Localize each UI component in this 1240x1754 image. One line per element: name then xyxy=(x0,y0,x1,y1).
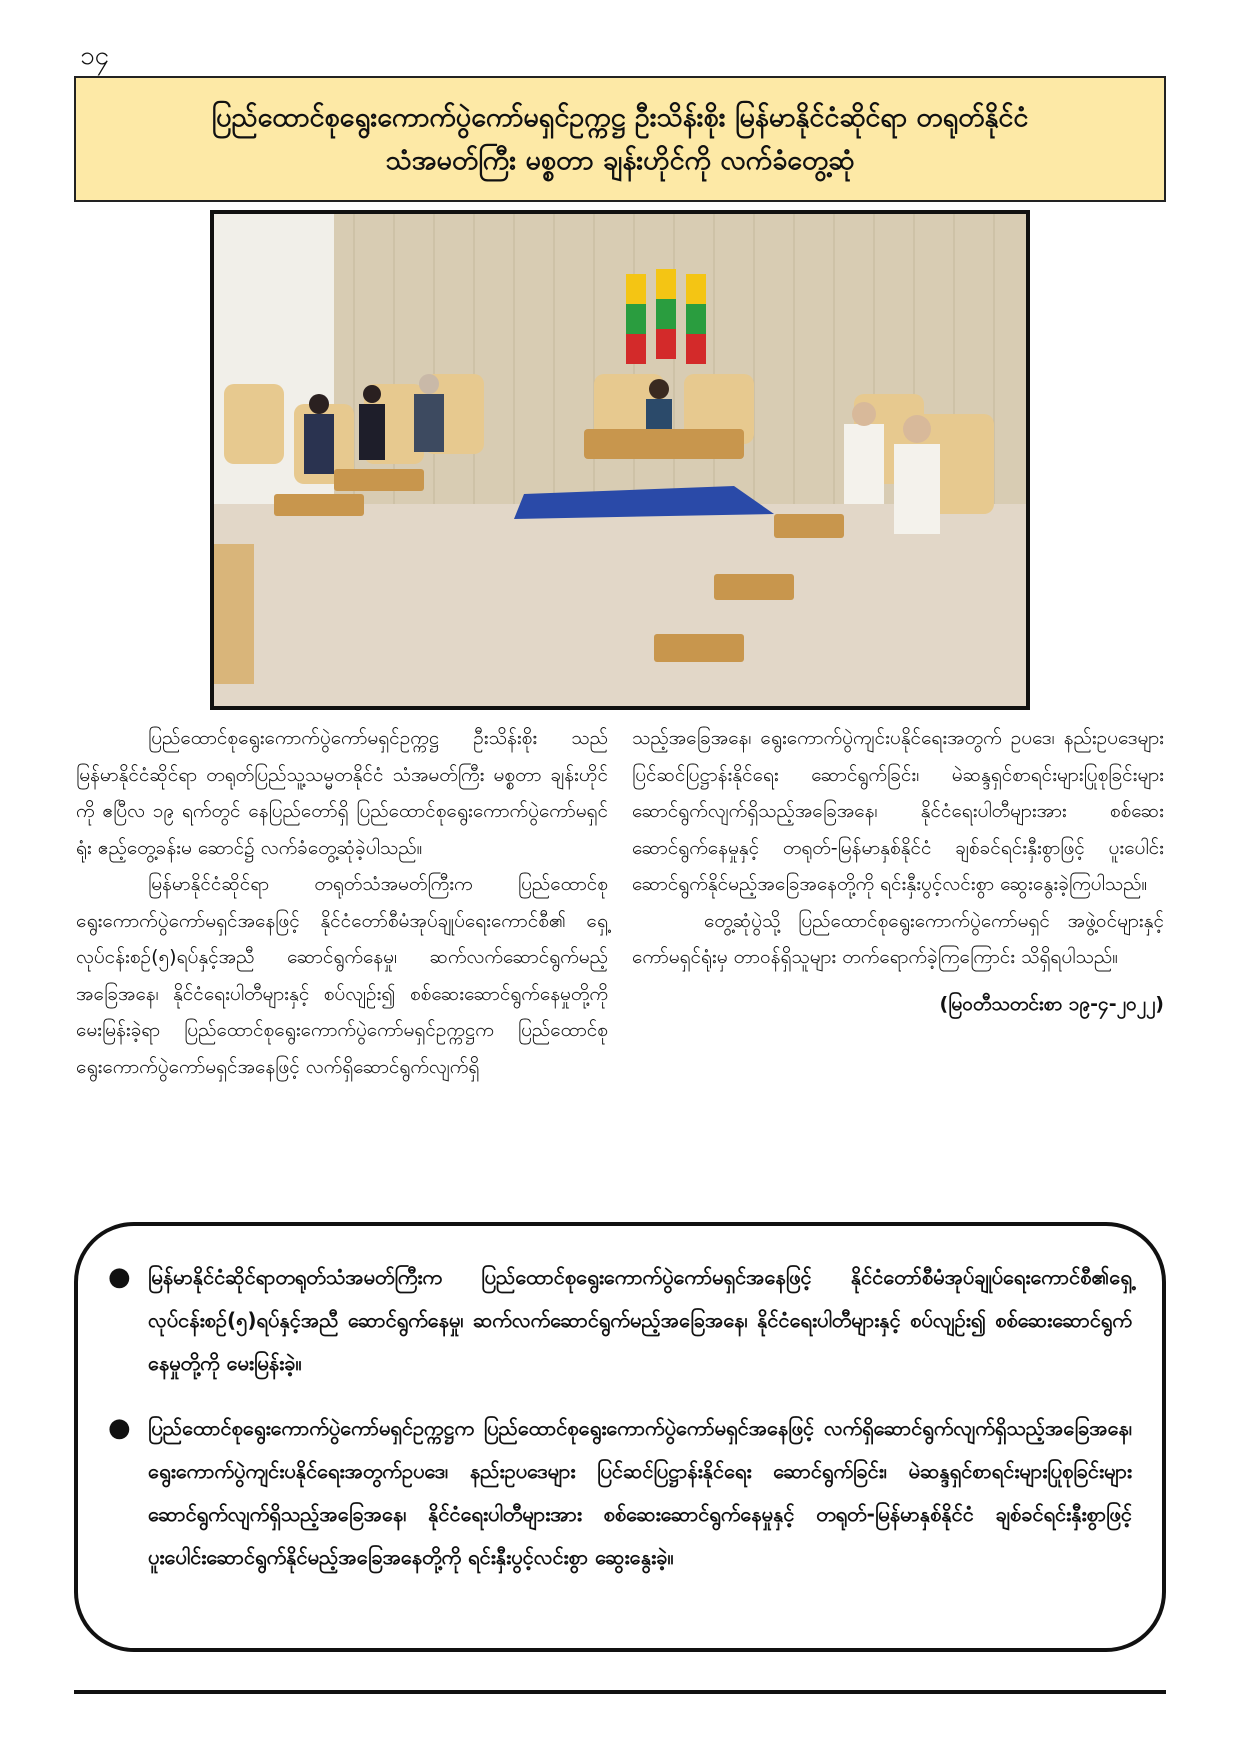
floor xyxy=(214,504,1026,706)
bullet-icon: ● xyxy=(108,1413,131,1443)
news-photo xyxy=(210,210,1030,710)
page-number: ၁၄ xyxy=(80,41,110,71)
summary-bullet xyxy=(108,1407,1132,1579)
bullet-icon: ● xyxy=(108,1262,131,1292)
article-paragraph: မြန်မာနိုင်ငံဆိုင်ရာ တရုတ်သံအမတ်ကြီးက ပြည်ထောင်စုရွေးကောက်ပွဲကော်မရှင်အနေဖြင့် နိုင်ငံတော်စီမံအုပ်ချုပ်ရေးကောင်စီ၏ ရှေ့လုပ်ငန်းစဉ်(၅)ရပ်နှင့်အညီ ဆောင်ရွက်နေမှု၊ ဆက်လက်ဆောင်ရွက်မည့်အခြေအနေ၊ နိုင်ငံရေးပါတီများနှင့် စပ်လျဉ်း၍ စစ်ဆေးဆောင်ရွက်နေမှုတို့ကို မေးမြန်းခဲ့ရာ ပြည်ထောင်စုရွေးကောက်ပွဲကော်မရှင်ဥက္ကဋ္ဌက ပြည်ထောင်စုရွေးကောက်ပွဲကော်မရှင်အနေဖြင့် လက်ရှိဆောင်ရွက်လျက်ရှိ xyxy=(76,873,608,1078)
headline-line-1: ပြည်ထောင်စုရွေးကောက်ပွဲကော်မရှင်ဥက္ကဋ္ဌ ဦးသိန်းစိုး မြန်မာနိုင်ငံဆိုင်ရာ တရုတ်နိုင်ငံ xyxy=(211,101,1029,133)
summary-bullet-text: ပြည်ထောင်စုရွေးကောက်ပွဲကော်မရှင်ဥက္ကဋ္ဌက ပြည်ထောင်စုရွေးကောက်ပွဲကော်မရှင်အနေဖြင့် လက်ရှိဆောင်ရွက်လျက်ရှိသည့်အခြေအနေ၊ ရွေးကောက်ပွဲကျင်းပနိုင်ရေးအတွက်ဥပဒေ၊ နည်းဥပဒေများ ပြင်ဆင်ပြဋ္ဌာန်းနိုင်ရေး ဆောင်ရွက်ခြင်း၊ မဲဆန္ဒရှင်စာရင်းများပြုစုခြင်းများ ဆောင်ရွက်လျက်ရှိသည့်အခြေအနေ၊ နိုင်ငံရေးပါတီများအား စစ်ဆေးဆောင်ရွက်နေမှုနှင့် တရုတ်-မြန်မာနှစ်နိုင်ငံ ချစ်ခင်ရင်းနှီးစွာဖြင့် ပူးပေါင်းဆောင်ရွက်နိုင်မည့်အခြေအနေတို့ကို ရင်းနှီးပွင့်လင်းစွာ ဆွေးနွေးခဲ့။ xyxy=(148,1416,1132,1569)
flags xyxy=(626,269,706,364)
article-paragraph: တွေ့ဆုံပွဲသို့ ပြည်ထောင်စုရွေးကောက်ပွဲကော်မရှင် အဖွဲ့ဝင်များနှင့် ကော်မရှင်ရုံးမှ တာဝန်ရှိသူများ တက်ရောက်ခဲ့ကြကြောင်း သိရှိရပါသည်။ xyxy=(632,909,1164,968)
article-paragraph: ပြည်ထောင်စုရွေးကောက်ပွဲကော်မရှင်ဥက္ကဋ္ဌ ဦးသိန်းစိုး သည် မြန်မာနိုင်ငံဆိုင်ရာ တရုတ်ပြည်သူ့သမ္မတနိုင်ငံ သံအမတ်ကြီး မစ္စတာ ချန်းဟိုင်ကို ဧပြီလ ၁၉ ရက်တွင် နေပြည်တော်ရှိ ပြည်ထောင်စုရွေးကောက်ပွဲကော်မရှင်ရုံး ဧည့်တွေ့ခန်းမ ဆောင်၌ လက်ခံတွေ့ဆုံခဲ့ပါသည်။ xyxy=(76,727,608,859)
article-paragraph: သည့်အခြေအနေ၊ ရွေးကောက်ပွဲကျင်းပနိုင်ရေးအတွက် ဥပဒေ၊ နည်းဥပဒေများ ပြင်ဆင်ပြဋ္ဌာန်းနိုင်ရေး ဆောင်ရွက်ခြင်း၊ မဲဆန္ဒရှင်စာရင်းများပြုစုခြင်းများ ဆောင်ရွက်လျက်ရှိသည့်အခြေအနေ၊ နိုင်ငံရေးပါတီများအား စစ်ဆေးဆောင်ရွက်နေမှုနှင့် တရုတ်-မြန်မာနှစ်နိုင်ငံ ချစ်ခင်ရင်းနှီးစွာဖြင့် ပူးပေါင်းဆောင်ရွက်နိုင်မည့်အခြေအနေတို့ကို ရင်းနှီးပွင့်လင်းစွာ ဆွေးနွေးခဲ့ကြပါသည်။ xyxy=(632,727,1164,895)
summary-bullet-text: မြန်မာနိုင်ငံဆိုင်ရာတရုတ်သံအမတ်ကြီးက ပြည်ထောင်စုရွေးကောက်ပွဲကော်မရှင်အနေဖြင့် နိုင်ငံတော်စီမံအုပ်ချုပ်ရေးကောင်စီ၏ရှေ့လုပ်ငန်းစဉ်(၅)ရပ်နှင့်အညီ ဆောင်ရွက်နေမှု၊ ဆက်လက်ဆောင်ရွက်မည့်အခြေအနေ၊ နိုင်ငံရေးပါတီများနှင့် စပ်လျဉ်း၍ စစ်ဆေးဆောင်ရွက်နေမှုတို့ကို မေးမြန်းခဲ့။ xyxy=(148,1265,1132,1375)
article-column-right xyxy=(632,720,1164,1022)
meeting-room-illustration xyxy=(214,214,1026,706)
headline-box xyxy=(74,76,1166,202)
headline-line-2: သံအမတ်ကြီး မစ္စတာ ချန်းဟိုင်ကို လက်ခံတွေ့ဆုံ xyxy=(385,145,855,176)
bottom-divider xyxy=(74,1690,1166,1694)
summary-bullet xyxy=(108,1256,1132,1385)
foreground-chair xyxy=(214,544,254,684)
article-column-left xyxy=(76,720,608,1085)
source-citation: (မြဝတီသတင်းစာ ၁၉-၄-၂၀၂၂) xyxy=(939,992,1164,1015)
summary-box xyxy=(74,1222,1166,1652)
